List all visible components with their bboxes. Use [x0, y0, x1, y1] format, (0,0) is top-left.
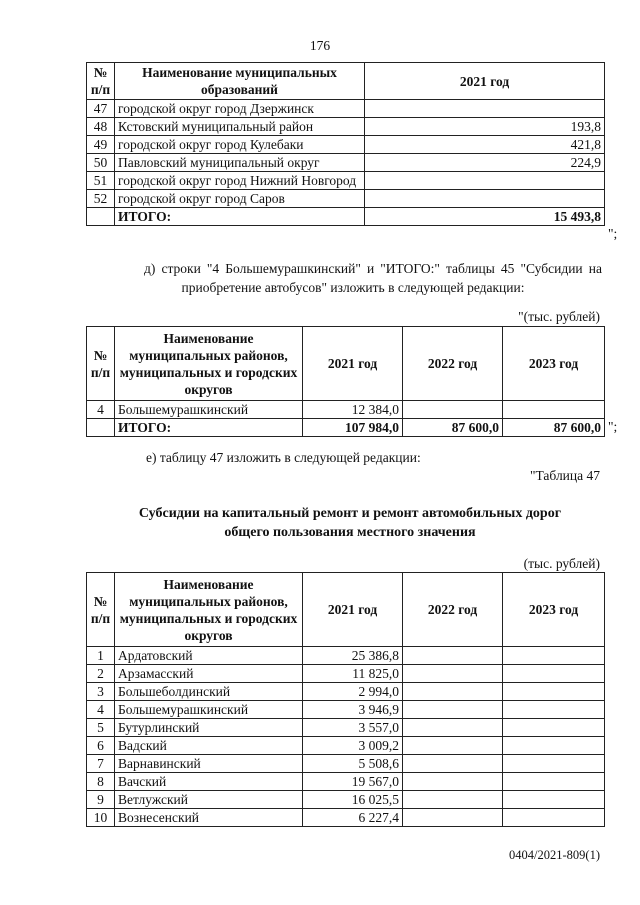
- row-index: 2: [87, 665, 115, 683]
- row-2023: [503, 719, 605, 737]
- table-row: [87, 809, 605, 827]
- row-index: 48: [87, 118, 115, 136]
- table1-close-quote: ";: [608, 226, 618, 241]
- row-2022: [403, 647, 503, 665]
- row-2022: [403, 701, 503, 719]
- row-2023: [503, 737, 605, 755]
- row-name: городской округ город Саров: [115, 190, 365, 208]
- header-name: Наименование муниципальных районов, муниципальных и городских округов: [115, 573, 303, 647]
- row-name: Ардатовский: [115, 647, 303, 665]
- header-2022: 2022 год: [403, 573, 503, 647]
- row-2023: [503, 809, 605, 827]
- table-title-line-1: Субсидии на капитальный ремонт и ремонт автомобильных дорог: [138, 506, 562, 521]
- row-name: Вачский: [115, 773, 303, 791]
- total-label: ИТОГО:: [115, 208, 365, 226]
- row-2022: [403, 719, 503, 737]
- header-2021: 2021 год: [303, 573, 403, 647]
- table-row: [87, 755, 605, 773]
- table-total-row: [87, 419, 605, 437]
- row-name: Большеболдинский: [115, 683, 303, 701]
- table-buses: [86, 326, 605, 437]
- row-2021: 3 009,2: [303, 737, 403, 755]
- row-2022: [403, 683, 503, 701]
- row-name: городской округ город Кулебаки: [115, 136, 365, 154]
- total-2022: 87 600,0: [403, 419, 503, 437]
- row-2021: 5 508,6: [303, 755, 403, 773]
- row-2021: [365, 172, 605, 190]
- row-index: 49: [87, 136, 115, 154]
- row-2022: [403, 401, 503, 419]
- row-name: Арзамасский: [115, 665, 303, 683]
- row-index: 3: [87, 683, 115, 701]
- row-index: 51: [87, 172, 115, 190]
- row-2021: 16 025,5: [303, 791, 403, 809]
- row-2021: 224,9: [365, 154, 605, 172]
- units-label-1: "(тыс. рублей): [518, 309, 600, 324]
- paragraph-e: е) таблицу 47 изложить в следующей редакции:: [146, 450, 421, 465]
- row-2021: 11 825,0: [303, 665, 403, 683]
- row-2023: [503, 401, 605, 419]
- table-row: [87, 791, 605, 809]
- row-2021: 193,8: [365, 118, 605, 136]
- row-index: 10: [87, 809, 115, 827]
- row-index: 4: [87, 701, 115, 719]
- row-2022: [403, 737, 503, 755]
- table-municipal-2021: [86, 62, 605, 226]
- table-row: [87, 683, 605, 701]
- row-index: 52: [87, 190, 115, 208]
- table-row: [87, 118, 605, 136]
- document-code: 0404/2021-809(1): [509, 848, 600, 862]
- row-2023: [503, 791, 605, 809]
- page-number: 176: [309, 38, 331, 53]
- row-name: Кстовский муниципальный район: [115, 118, 365, 136]
- row-name: Большемурашкинский: [115, 701, 303, 719]
- row-index: 47: [87, 100, 115, 118]
- row-2021: 25 386,8: [303, 647, 403, 665]
- table-row: [87, 701, 605, 719]
- row-index: 6: [87, 737, 115, 755]
- row-2022: [403, 791, 503, 809]
- header-index: № п/п: [87, 327, 115, 401]
- table-reference: "Таблица 47: [530, 468, 600, 483]
- row-name: Павловский муниципальный округ: [115, 154, 365, 172]
- row-2021: [365, 190, 605, 208]
- row-2022: [403, 809, 503, 827]
- row-2023: [503, 701, 605, 719]
- row-2023: [503, 755, 605, 773]
- table-row: [87, 100, 605, 118]
- total-2023: 87 600,0: [503, 419, 605, 437]
- row-index: 50: [87, 154, 115, 172]
- row-name: Вадский: [115, 737, 303, 755]
- row-name: городской округ город Дзержинск: [115, 100, 365, 118]
- row-name: Вознесенский: [115, 809, 303, 827]
- table-row: [87, 401, 605, 419]
- row-index: 4: [87, 401, 115, 419]
- table-row: [87, 665, 605, 683]
- row-2023: [503, 683, 605, 701]
- row-2021: 12 384,0: [303, 401, 403, 419]
- row-index: 1: [87, 647, 115, 665]
- table-title-line-2: общего пользования местного значения: [224, 525, 476, 540]
- header-2022: 2022 год: [403, 327, 503, 401]
- units-label-2: (тыс. рублей): [523, 556, 600, 571]
- table2-close-quote: ";: [608, 419, 618, 434]
- row-index: 7: [87, 755, 115, 773]
- table-row: [87, 154, 605, 172]
- total-2021: 15 493,8: [365, 208, 605, 226]
- row-2022: [403, 665, 503, 683]
- header-name: Наименование муниципальных районов, муниципальных и городских округов: [115, 327, 303, 401]
- row-name: Ветлужский: [115, 791, 303, 809]
- row-2021: 421,8: [365, 136, 605, 154]
- row-2022: [403, 773, 503, 791]
- table-header-row: [87, 573, 605, 647]
- row-2021: [365, 100, 605, 118]
- total-label: ИТОГО:: [115, 419, 303, 437]
- table-roads: [86, 572, 605, 827]
- row-name: Большемурашкинский: [115, 401, 303, 419]
- row-2021: 3 946,9: [303, 701, 403, 719]
- row-index: 8: [87, 773, 115, 791]
- total-2021: 107 984,0: [303, 419, 403, 437]
- row-name: Бутурлинский: [115, 719, 303, 737]
- row-2021: 19 567,0: [303, 773, 403, 791]
- row-index: 9: [87, 791, 115, 809]
- table-row: [87, 190, 605, 208]
- header-2023: 2023 год: [503, 573, 605, 647]
- header-index: № п/п: [87, 63, 115, 100]
- row-2022: [403, 755, 503, 773]
- table-header-row: [87, 63, 605, 100]
- row-index: 5: [87, 719, 115, 737]
- table-row: [87, 172, 605, 190]
- row-name: городской округ город Нижний Новгород: [115, 172, 365, 190]
- table-header-row: [87, 327, 605, 401]
- row-name: Варнавинский: [115, 755, 303, 773]
- header-2023: 2023 год: [503, 327, 605, 401]
- header-name: Наименование муниципальных образований: [115, 63, 365, 100]
- table-row: [87, 136, 605, 154]
- row-2023: [503, 773, 605, 791]
- row-2021: 2 994,0: [303, 683, 403, 701]
- row-2021: 3 557,0: [303, 719, 403, 737]
- header-2021: 2021 год: [303, 327, 403, 401]
- row-2023: [503, 647, 605, 665]
- table-row: [87, 737, 605, 755]
- row-2023: [503, 665, 605, 683]
- header-2021: 2021 год: [365, 63, 605, 100]
- table-row: [87, 773, 605, 791]
- table-total-row: [87, 208, 605, 226]
- header-index: № п/п: [87, 573, 115, 647]
- table-row: [87, 647, 605, 665]
- paragraph-d: д) строки "4 Большемурашкинский" и "ИТОГО:" таблицы 45 "Субсидии на приобретение автобусов" изложить в следующей редакции:: [144, 261, 602, 295]
- row-2021: 6 227,4: [303, 809, 403, 827]
- table-row: [87, 719, 605, 737]
